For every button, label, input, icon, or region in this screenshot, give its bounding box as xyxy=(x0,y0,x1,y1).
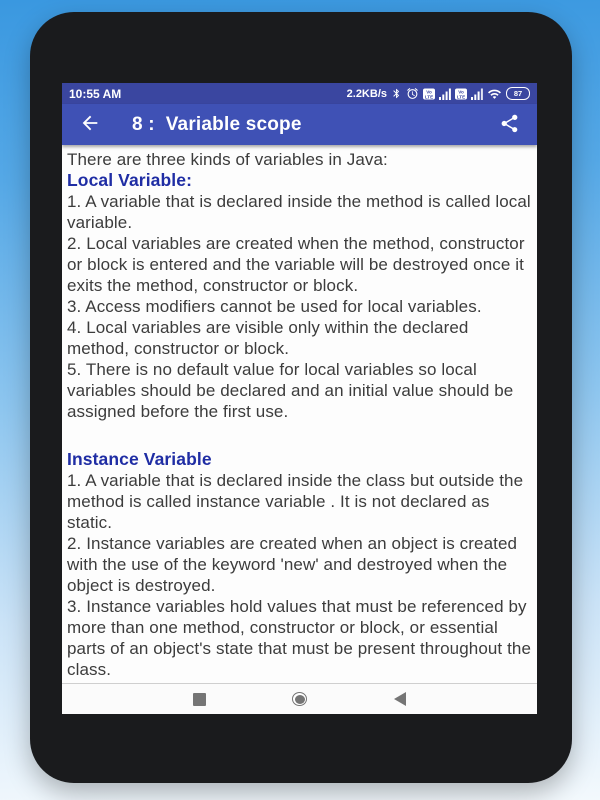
status-bar xyxy=(62,83,537,104)
recents-square-icon xyxy=(193,693,206,706)
back-button[interactable] xyxy=(79,112,101,137)
recents-button[interactable] xyxy=(150,693,250,706)
signal-bars-icon xyxy=(471,88,483,100)
arrow-left-icon xyxy=(79,112,101,137)
clock-time: 10:55 AM xyxy=(69,86,122,101)
network-speed: 2.2KB/s xyxy=(346,87,387,100)
app-bar xyxy=(62,104,537,145)
share-button[interactable] xyxy=(499,113,520,137)
alarm-icon xyxy=(406,87,419,100)
lesson-point: 2. Instance variables are created when an object is created with the use of the keyword 'new' and destroyed when the object is destroyed. xyxy=(67,534,518,595)
section-heading: Local Variable: xyxy=(67,170,193,190)
lesson-point: 3. Access modifiers cannot be used for local variables. xyxy=(67,297,482,316)
home-button[interactable] xyxy=(250,692,350,706)
section-instance-variable xyxy=(67,449,531,680)
svg-text:LTE: LTE xyxy=(456,93,466,99)
lesson-point: 1. A variable that is declared inside the class but outside the method is called instance variable . It is not declared as static. xyxy=(67,471,524,532)
lesson-point: 2. Local variables are created when the method, constructor or block is entered and the variable will be destroyed once it exits the method, constructor or block. xyxy=(67,234,525,295)
nav-back-button[interactable] xyxy=(350,692,450,706)
section-local-variable xyxy=(67,170,531,422)
lesson-content[interactable] xyxy=(62,145,537,683)
home-circle-icon xyxy=(292,692,307,706)
page-title: 8 : Variable scope xyxy=(132,113,302,135)
volte-icon xyxy=(423,88,435,100)
battery-icon xyxy=(506,87,530,100)
battery-level: 87 xyxy=(513,88,523,98)
svg-text:Vo: Vo xyxy=(426,88,432,94)
bluetooth-icon xyxy=(391,87,402,100)
lesson-point: 4. Local variables are visible only within the declared method, constructor or block. xyxy=(67,318,469,358)
back-triangle-icon xyxy=(394,692,406,706)
wifi-icon xyxy=(487,87,502,100)
screen xyxy=(62,83,537,714)
svg-text:Vo: Vo xyxy=(458,88,464,94)
share-icon xyxy=(499,113,520,137)
lesson-point: 3. Instance variables hold values that must be referenced by more than one method, constructor or block, or essential parts of an object's state that must be present throughout the class. xyxy=(67,597,532,679)
lesson-point: 5. There is no default value for local variables so local variables should be declared and an initial value should be assigned before the first use. xyxy=(67,360,514,421)
lesson-point: 1. A variable that is declared inside the method is called local variable. xyxy=(67,192,531,232)
signal-bars-icon xyxy=(439,88,451,100)
tablet-frame xyxy=(30,12,572,783)
svg-text:LTE: LTE xyxy=(424,93,434,99)
intro-text: There are three kinds of variables in Java: xyxy=(67,150,388,169)
section-heading: Instance Variable xyxy=(67,449,212,469)
volte-icon xyxy=(455,88,467,100)
android-nav-bar xyxy=(62,683,537,714)
